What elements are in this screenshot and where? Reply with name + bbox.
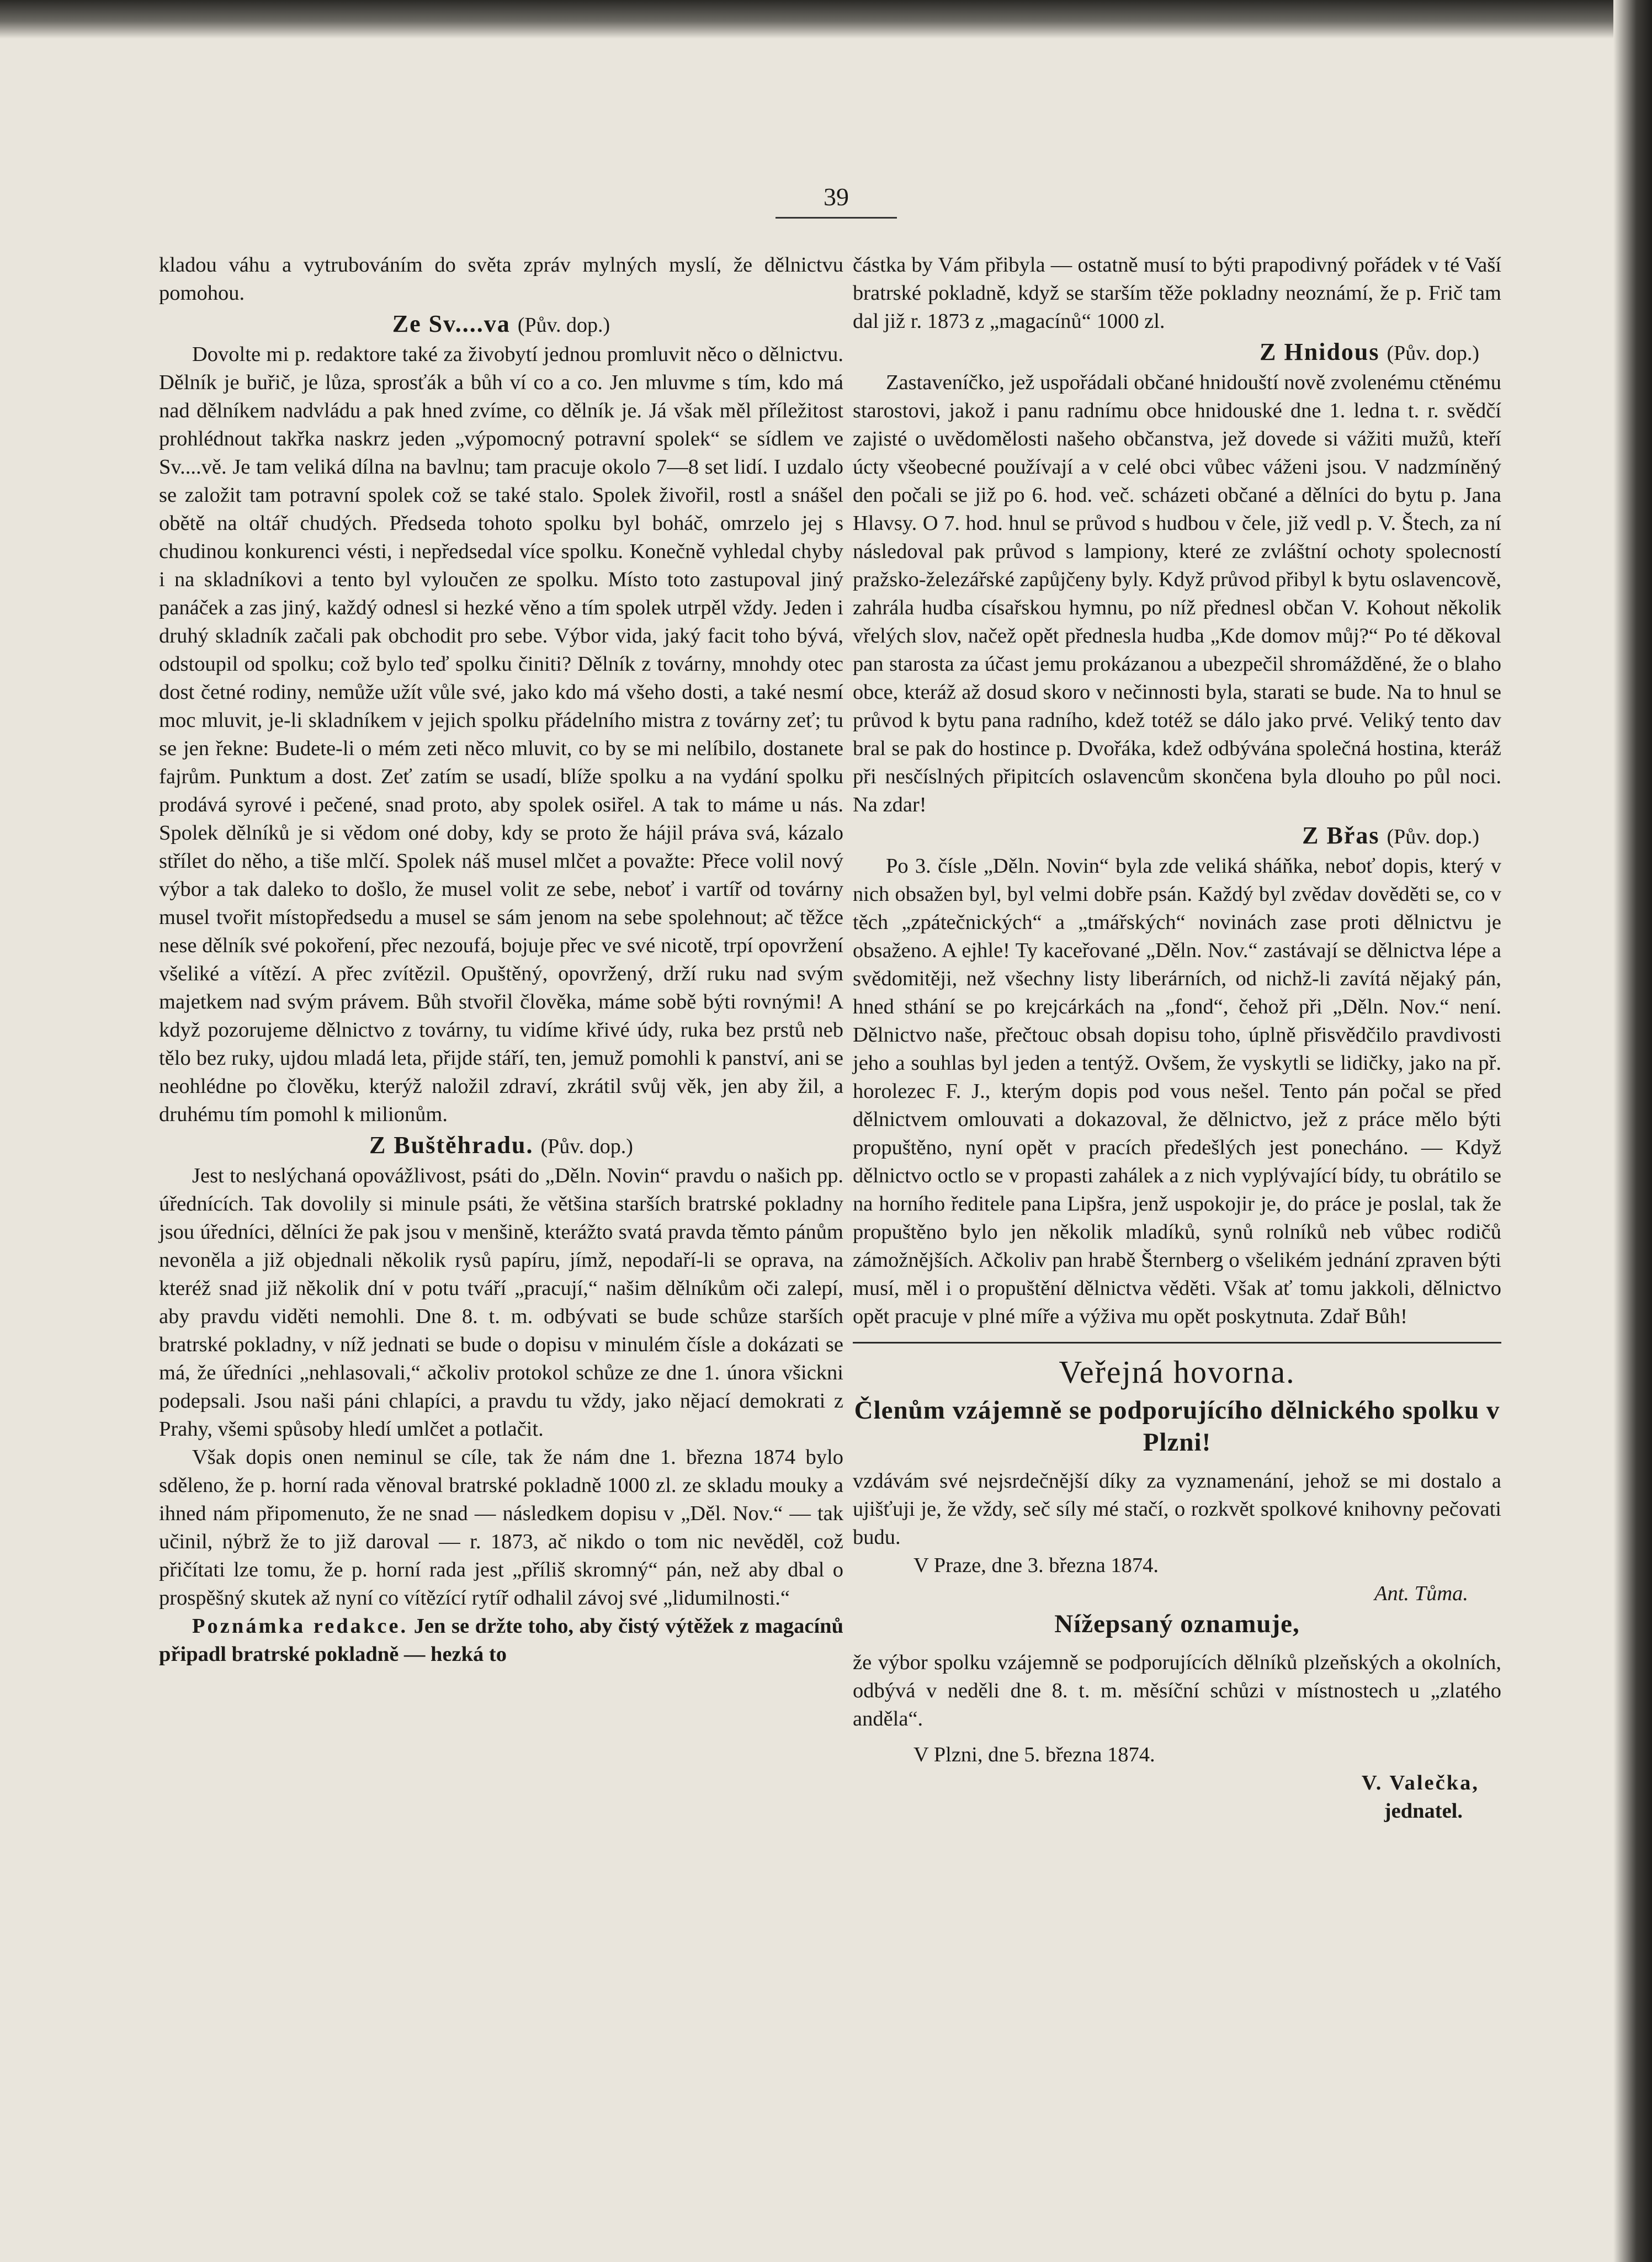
scan-edge-right <box>1613 0 1652 2262</box>
article-source: (Pův. dop.) <box>517 314 610 337</box>
article-heading-hnidous <box>853 337 1501 369</box>
notice-text: že výbor spolku vzájemně se podporujících dělníků plzeňských a okolních, odbývá v neděli dne 8. t. m. měsíční schůzi v místnostech u „zlatého anděla“. <box>853 1651 1501 1730</box>
public-forum-subtitle: Členům vzájemně se podporujícího dělnického spolku v Plzni! <box>854 1396 1500 1457</box>
public-forum-signature: Ant. Tůma. <box>1374 1582 1468 1605</box>
article-text-hnidous: Zastaveníčko, jež uspořádali občané hnidouští nově zvolenému ctěnému starostovi, jakož i panu radnímu obce hnidouské dne 1. ledna t. r. svědčí zajisté o uvědomělosti našeho občanstva, jež dovede si vážiti mužů, kteří úcty všeobecné používají a v celé obci vůbec váženi jsou. V nadzmíněný den počali se již po 6. hod. več. scházeti občané a dělníci do bytu p. Jana Hlavsy. O 7. hod. hnul se průvod s hudbou v čele, již vedl p. V. Štech, za ní následoval pak průvod s lampiony, které ze zvláštní ochoty spolecností pražsko-železářské zapůjčeny byly. Když průvod přibyl k bytu oslavencově, zahrála hudba císařskou hymnu, po níž přednesl občan V. Kohout několik vřelých slov, načež opět přednesla hudba „Kde domov můj?“ Po té děkoval pan starosta za účast jemu prokázanou a ubezpečil shromážděné, že o blaho obce, kteráž až dosud skoro v nečinnosti byla, starati se bude. Na to hnul se průvod k bytu pana radního, kdež totéž se dálo jako prvé. Veliký tento dav bral se pak do hostince p. Dvořáka, kdež odbývána společná hostina, kteráž při nesčíslných připitcích oslavencům skončena byla dlouho po půl noci. Na zdar! <box>853 371 1501 816</box>
article-place: Z Hnidous <box>1260 338 1380 365</box>
article-heading-bras <box>853 820 1501 852</box>
editorial-note-label: Poznámka redakce. <box>192 1615 408 1638</box>
article-text-bras: Po 3. čísle „Děln. Novin“ byla zde veliká sháňka, neboť dopis, který v nich obsažen byl, byl velmi dobře psán. Každý byl zvědav dověděti se, co v těch „zpátečnických“ a „tmářských“ novinách zase proti dělnictvu je obsaženo. A ejhle! Ty kaceřované „Děln. Nov.“ zastávají se dělnictva lépe a svědomitěji, než všechny listy liberárních, od nichž-li zavítá nějaký pán, hned sthání se po krejcárkách na „fond“, čehož při „Děln. Nov.“ není. Dělnictvo naše, přečtouc obsah dopisu toho, úplně přisvědčilo pravdivosti jeho a souhlas byl jeden a tentýž. Ovšem, že vyskytli se lidičky, jako na př. horolezec F. J., kterým dopis pod vous nešel. Tento pán počal se před dělnictvem omlouvati a dokazoval, že dělnictvo, jež z práce mělo býti propuštěno, nyní opět v pracích předešlých jest ponecháno. — Když dělnictvo octlo se v propasti zahálek a z nich vyplývající bídy, tu obrátilo se na horního ředitele pana Lipšra, jenž uspokojir je, do práce je poslal, tak že propuštěno bylo jen několik mladíků, synů rolníků neb vůbec rodičů zámožnějších. Ačkoliv pan hrabě Šternberg o všelikém jednání zpraven býti musí, měl i o propuštění dělnictva věděti. Však ať tomu jakkoli, dělnictvo opět pracuje v plné míře a výživa mu opět poskytnuta. Zdař Bůh! <box>853 854 1501 1328</box>
right-column <box>853 251 1501 1825</box>
editorial-note-text: Jen se držte toho, aby čistý výtěžek z magacínů připadl bratrské pokladně — hezká to <box>159 1615 843 1666</box>
article-source: (Pův. dop.) <box>540 1135 633 1158</box>
public-forum-text: vzdávám své nejsrdečnější díky za vyznamenání, jehož se mi dostalo a ujišťuji je, že vždy, seč síly mé stačí, o rozkvět spolkové knihovny pečovati budu. <box>853 1469 1501 1549</box>
notice-signer: V. Valečka, <box>1361 1771 1479 1794</box>
public-forum-title: Veřejná hovorna. <box>1059 1354 1295 1390</box>
article-place: Z Břas <box>1302 822 1380 849</box>
continued-paragraph: částka by Vám přibyla — ostatně musí to býti prapodivný pořádek v té Vaší bratrské pokladně, když se starším těže pokladny neoznámí, že p. Frič tam dal již r. 1873 z „magacínů“ 1000 zl. <box>853 253 1501 333</box>
article-text-bustehrad-1: Jest to neslýchaná opovážlivost, psáti do „Děln. Novin“ pravdu o našich pp. úřednících. Tak dovolily si minule psáti, že většina starších bratrské pokladny jsou úředníci, dělníci že pak jsou v menšině, kterážto svatá pravda těmto pánům nevoněla a již objednali několik rysů papíru, jímž, nepodaří-li se oprava, na kteréž snad již několik dní v potu tváří „pracují,“ našim dělníkům oči zalepí, aby pravdu viděti nemohli. Dne 8. t. m. odbývati se bude schůze starších bratrské pokladny, v níž jednati se bude o dopisu v minulém čísle a dokázati se má, že úředníci „nehlasovali,“ ačkoliv protokol schůze ze dne 1. února všickni podepsali. Jsou naši páni chlapíci, a pravdu tu vždy, jako nějací demokrati z Prahy, všemi spůsoby hledí umlčet a potlačit. <box>159 1164 843 1441</box>
article-place: Z Buštěhradu. <box>369 1132 534 1159</box>
editorial-note <box>159 1612 843 1669</box>
article-text-sv: Dovolte mi p. redaktore také za živobytí jednou promluvit něco o dělnictvu. Dělník je buřič, je lůza, sprosťák a bůh ví co a co. Jen mluvme s tím, kdo má nad dělníkem nadvládu a pak hned zvíme, co dělník je. Já však měl příležitost prohlédnout takřka naskrz jeden „výpomocný potravní spolek“ se sídlem ve Sv....vě. Je tam veliká dílna na bavlnu; tam pracuje okolo 7—8 set lidí. I uzdalo se založit tam potravní spolek což se také stalo. Spolek živořil, rostl a snášel obětě na oltář chudých. Předseda tohoto spolku byl boháč, omrzelo jej s chudinou konkurenci vésti, i nepředsedal více spolku. Konečně vyhledal chyby i na skladníkovi a tento byl vyloučen ze spolku. Místo toto zastupoval jiný panáček a zas jiný, každý odnesl si hezké věno a tím spolek utrpěl vždy. Jeden i druhý skladník začali pak obchodit pro sebe. Výbor vida, jaký facit toho bývá, odstoupil od spolku; což bylo teď spolku činiti? Dělník z továrny, mnohdy otec dost četné rodiny, nemůže užít vůle své, jako kdo má všeho dosti, a také nesmí moc mluvit, je-li skladníkem v jejich spolku přádelního mistra z továrny zeť; tu se jen řekne: Budete-li o mém zeti něco mluvit, co by se mi nelíbilo, dostanete fajrům. Punktum a dost. Zeť zatím se usadí, blíže spolku a na vydání spolku prodává syrové i pečené, snad proto, aby spolek osiřel. A tak to máme u nás. Spolek dělníků je si vědom oné doby, kdy se proto že hájil práva svá, kázalo střílet do něho, a tiše mlčí. Spolek náš musel mlčet a považte: Přece volil nový výbor a tak daleko to došlo, že musel volit ze sebe, neboť i vartíř od továrny musel tvořit místopředsedu a musel se sám jenom na sebe spolehnout; ač těžce nese dělník své pokoření, přec nezoufá, bojuje přec ve své nicotě, trpí opovržení všeliké a vítězí. A přec zvítězil. Opuštěný, opovržený, drží ruku nad svým majetkem nad svým právem. Bůh stvořil člověka, máme sobě býti rovnými! A když pozorujeme dělnictvo z továrny, tu vidíme křivé údy, ruka bez prstů neb tělo bez ruky, ujdou mladá leta, přijde stáří, ten, jemuž pomohli k panství, ani se neohlédne po člověku, kterýž naložil zdraví, zkrátil svůj věk, jen aby žil, a druhému tím pomohl k milionům. <box>159 343 843 1126</box>
intro-paragraph: kladou váhu a vytrubováním do světa zpráv mylných myslí, že dělnictvu pomohou. <box>159 253 843 305</box>
public-forum-date: V Praze, dne 3. března 1874. <box>913 1554 1159 1577</box>
section-divider <box>853 1342 1501 1344</box>
page-number: 39 <box>824 183 849 211</box>
article-source: (Pův. dop.) <box>1387 342 1479 365</box>
article-source: (Pův. dop.) <box>1387 825 1479 848</box>
left-column <box>159 251 843 1669</box>
page-number-rule <box>775 217 897 219</box>
notice-title: Nížepsaný oznamuje, <box>1054 1610 1300 1638</box>
article-text-bustehrad-2: Však dopis onen neminul se cíle, tak že nám dne 1. března 1874 bylo sděleno, že p. horní rada věnoval bratrské pokladně 1000 zl. ze skladu mouky a ihned nám připomenuto, že ne snad — následkem dopisu v „Děl. Nov.“ — tak učinil, nýbrž že to již daroval — r. 1873, ač nikdo o tom nic nevěděl, což přičítati lze tomu, že p. horní rada jest „příliš skromný“ pán, než aby dbal o prospěšný skutek až nyní co vítězící rytíř odhalil závoj své „lidumilnosti.“ <box>159 1446 843 1610</box>
scan-edge-top <box>0 0 1652 39</box>
article-heading-bustehrad <box>159 1130 843 1162</box>
notice-date: V Plzni, dne 5. března 1874. <box>913 1743 1155 1766</box>
notice-signer-role: jednatel. <box>1384 1799 1463 1823</box>
article-heading-sv <box>159 309 843 341</box>
article-place: Ze Sv....va <box>392 310 511 337</box>
